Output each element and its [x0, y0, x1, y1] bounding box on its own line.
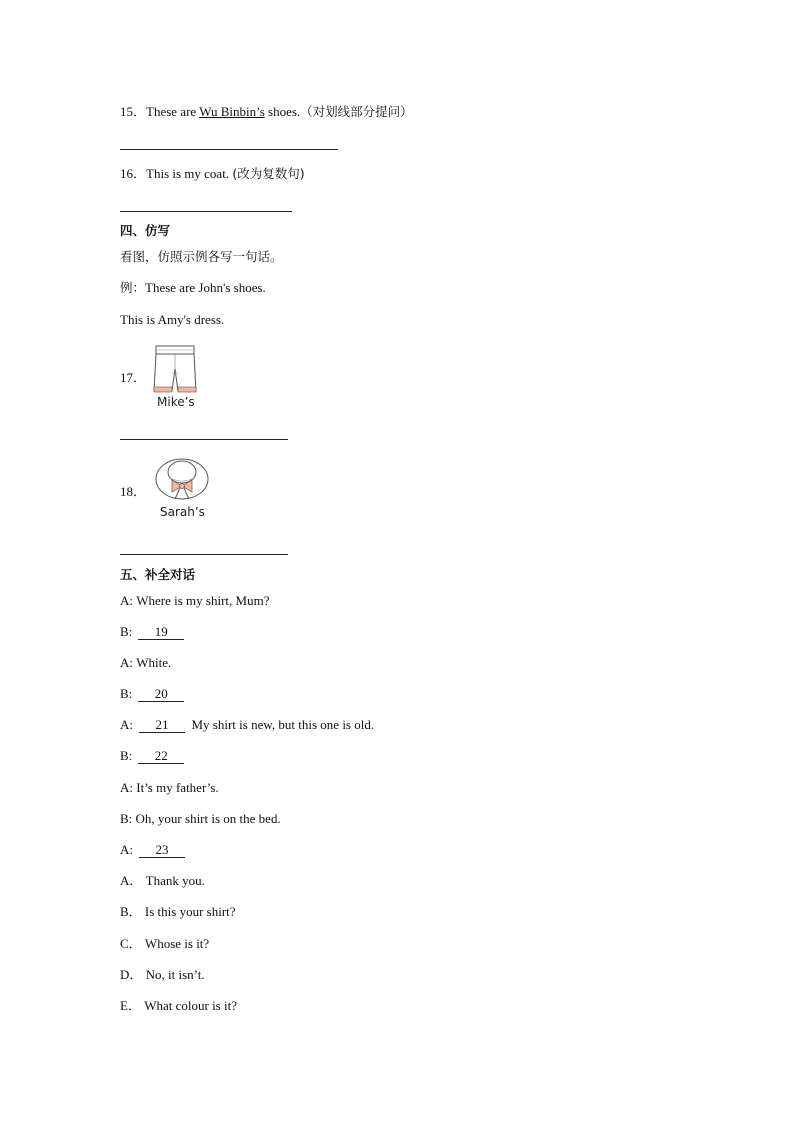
answer-line-18[interactable]: [120, 554, 288, 555]
blank-21[interactable]: 21: [139, 718, 185, 733]
dialogue-line: [120, 717, 374, 733]
section-4-intro: 看图，仿照示例各写一句话。: [120, 249, 283, 264]
blank-19[interactable]: 19: [138, 625, 184, 640]
option-key: B．: [120, 904, 142, 919]
dialogue-line: [120, 811, 281, 827]
dialogue-text: Where is my shirt, Mum?: [136, 593, 270, 608]
dialogue-line: [120, 780, 219, 796]
speaker: A:: [120, 717, 133, 732]
blank-22[interactable]: 22: [138, 749, 184, 764]
option-key: E．: [120, 998, 141, 1013]
dialogue-line: [120, 624, 184, 640]
option-e: [120, 998, 237, 1014]
option-text: What colour is it?: [144, 998, 237, 1013]
option-text: Is this your shirt?: [144, 904, 236, 919]
underlined-part: Wu Binbin’s: [199, 104, 265, 119]
section-4-title: 四、仿写: [120, 223, 171, 238]
blank-20[interactable]: 20: [138, 687, 184, 702]
option-text: No, it isn’t.: [145, 967, 205, 982]
speaker: A:: [120, 593, 133, 608]
question-text: shoes.: [264, 104, 301, 119]
speaker: A:: [120, 655, 133, 670]
blank-23[interactable]: 23: [139, 843, 185, 858]
option-key: C．: [120, 936, 142, 951]
question-number: 16．: [120, 166, 147, 181]
shorts-caption: Mike’s: [157, 395, 195, 409]
instruction: （对划线部分提问）: [300, 104, 413, 119]
option-text: Thank you.: [145, 873, 205, 888]
speaker: A:: [120, 842, 133, 857]
speaker: B:: [120, 686, 133, 701]
dialogue-line: [120, 748, 184, 764]
dialogue-line: [120, 655, 171, 671]
answer-line-16[interactable]: [120, 211, 292, 212]
example-label: 例：: [120, 280, 146, 295]
question-17-number: 17．: [120, 370, 147, 385]
question-text: These are: [146, 104, 200, 119]
option-a: [120, 873, 205, 889]
answer-line-17[interactable]: [120, 439, 288, 440]
section-5-title: 五、补全对话: [120, 567, 196, 582]
option-c: [120, 936, 209, 952]
example-text: These are John's shoes.: [145, 280, 266, 295]
option-key: D．: [120, 967, 143, 982]
option-b: [120, 904, 236, 920]
dialogue-line: [120, 686, 184, 702]
dialogue-line: [120, 593, 269, 609]
dialogue-text: Oh, your shirt is on the bed.: [135, 811, 281, 826]
question-18-number: 18．: [120, 484, 147, 499]
question-number: 15．: [120, 104, 147, 119]
option-d: [120, 967, 205, 983]
speaker: B:: [120, 811, 133, 826]
dialogue-text: My shirt is new, but this one is old.: [191, 717, 375, 732]
dialogue-text: It’s my father’s.: [136, 780, 219, 795]
question-15: [120, 104, 413, 120]
speaker: B:: [120, 624, 133, 639]
answer-line-15[interactable]: [120, 149, 338, 150]
speaker: B:: [120, 748, 133, 763]
question-16: [120, 166, 305, 182]
hat-caption: Sarah’s: [160, 505, 205, 519]
option-key: A．: [120, 873, 143, 888]
instruction: (改为复数句): [232, 166, 305, 181]
option-text: Whose is it?: [144, 936, 210, 951]
example-line-1: [120, 280, 266, 296]
dialogue-text: White.: [136, 655, 172, 670]
hat-icon: [152, 456, 212, 522]
example-line-2: This is Amy's dress.: [120, 312, 225, 327]
speaker: A:: [120, 780, 133, 795]
shorts-icon: [150, 343, 206, 409]
dialogue-line: [120, 842, 185, 858]
question-text: This is my coat.: [146, 166, 233, 181]
